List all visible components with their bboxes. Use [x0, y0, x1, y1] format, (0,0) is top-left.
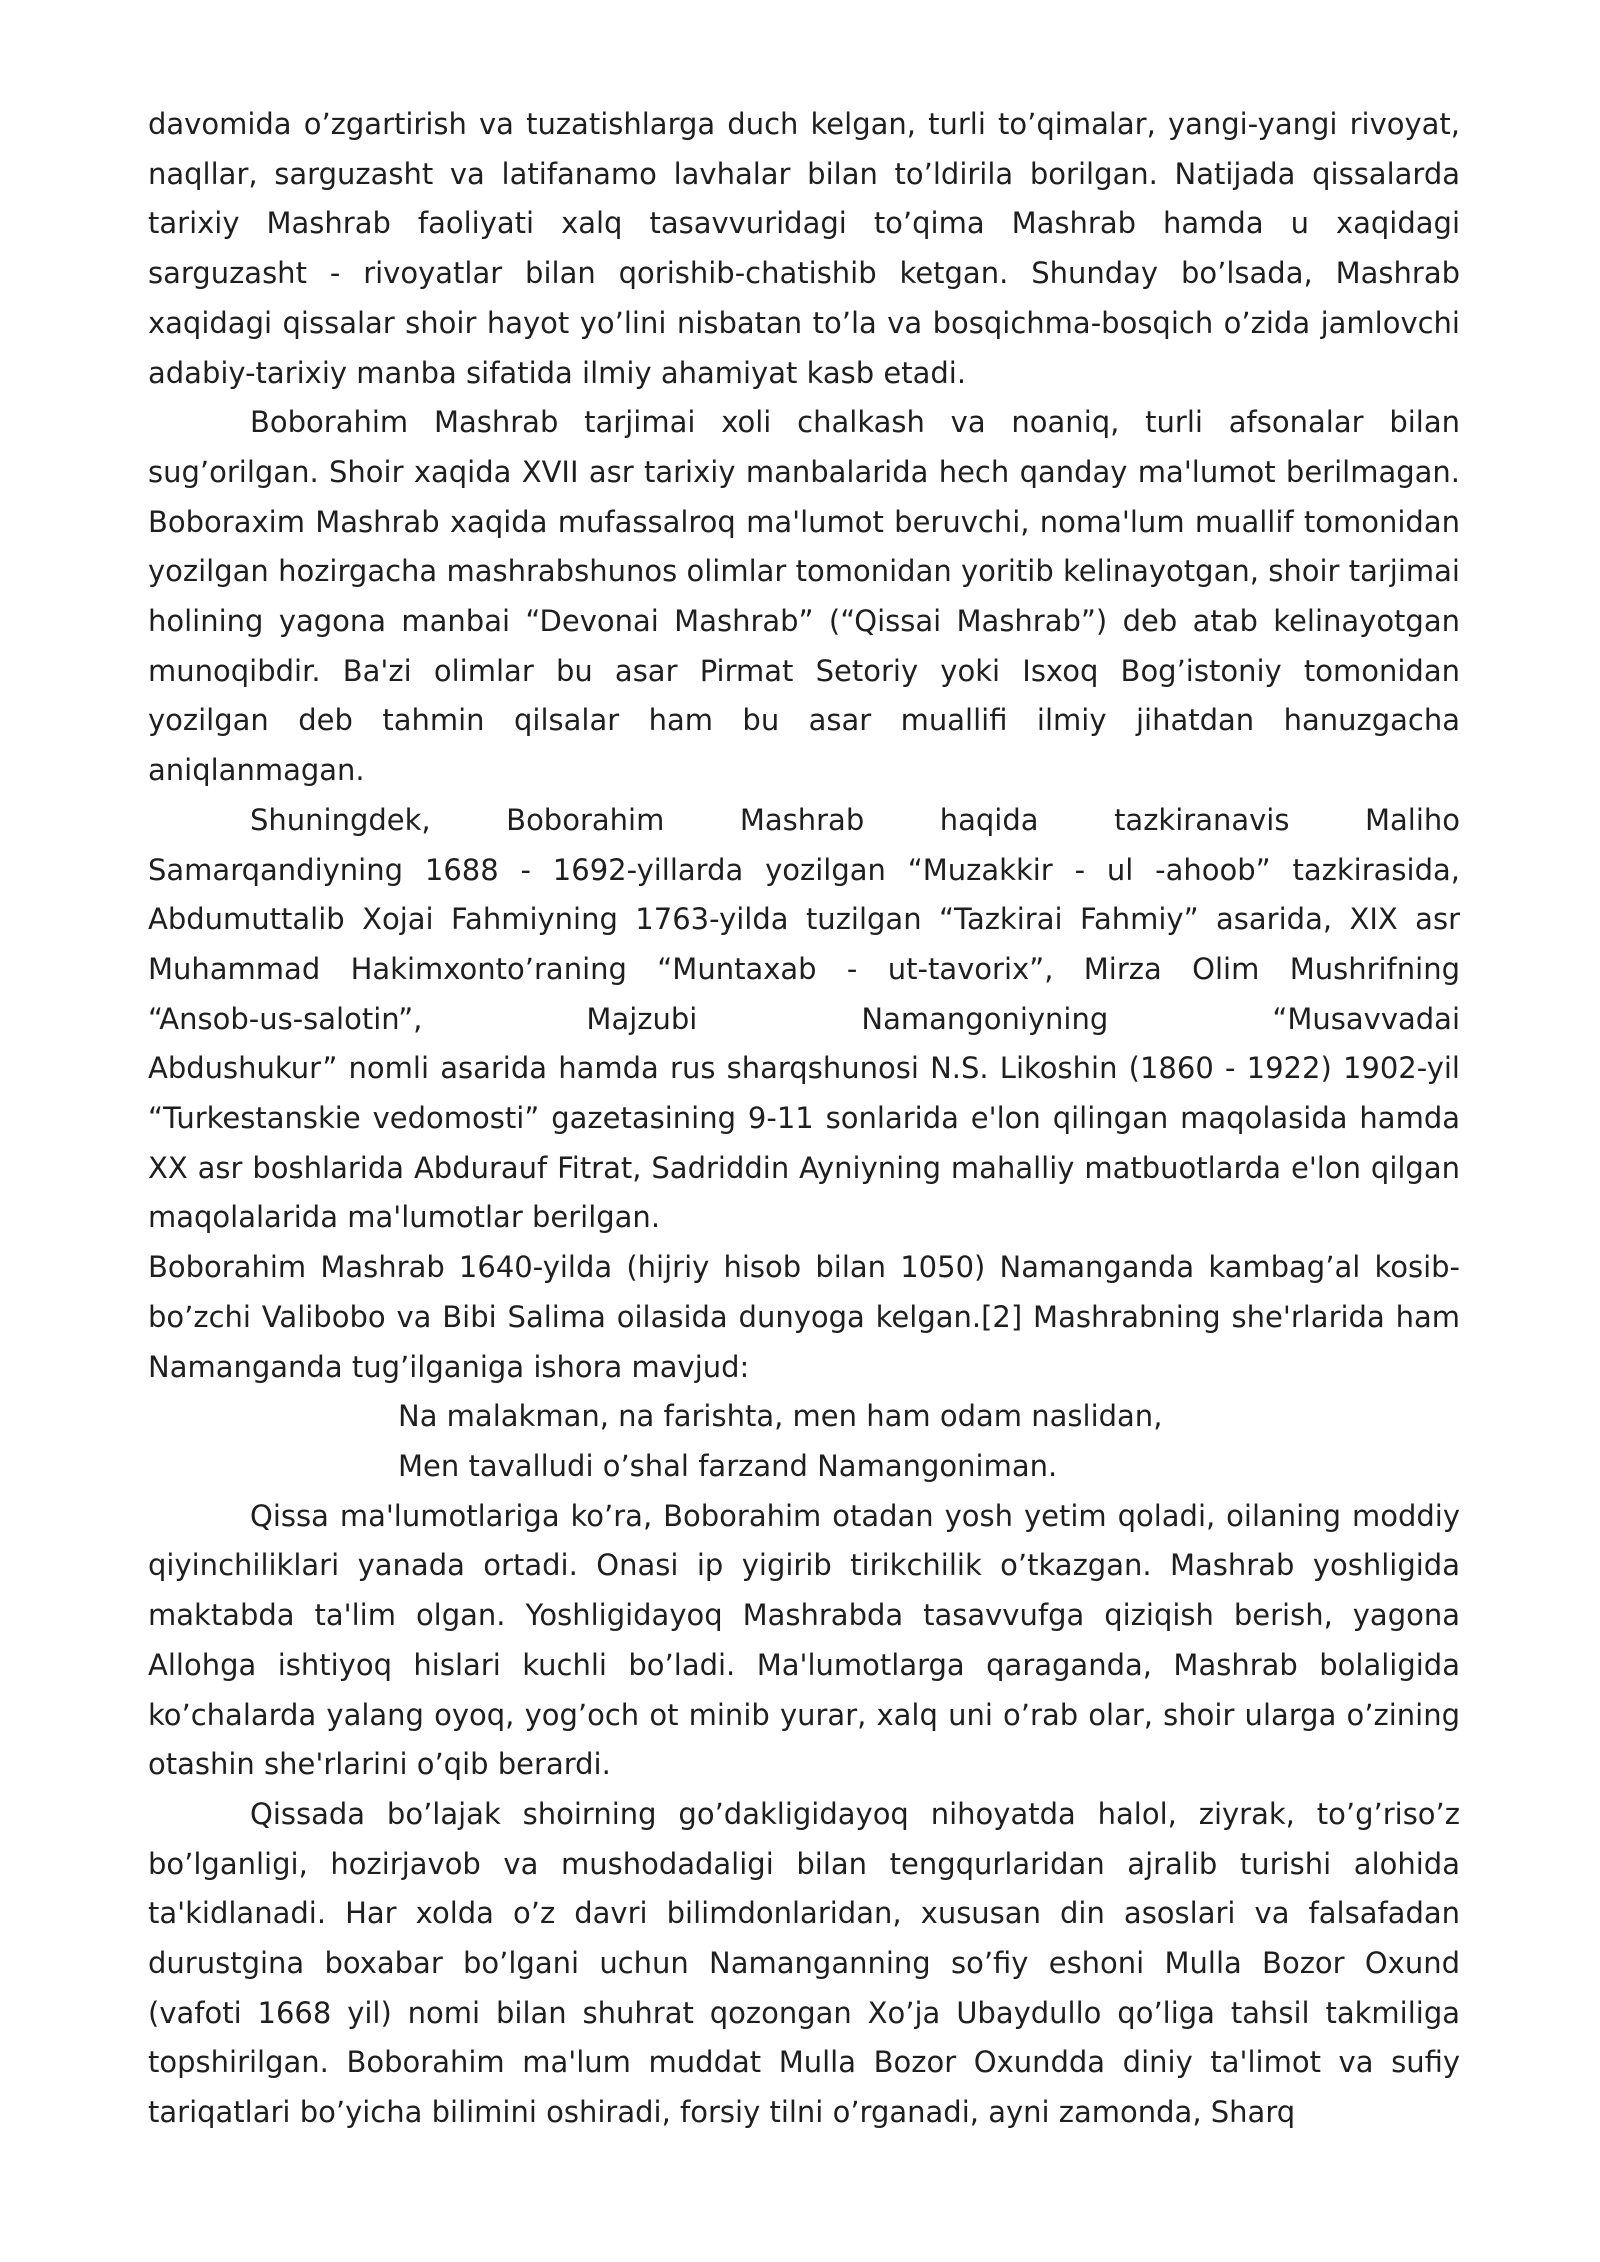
- paragraph-3-rest: Abdushukur” nomli asarida hamda rus sharqshunosi N.S. Likoshin (1860 - 1922) 1902-yil “Turkestanskie vedomosti” gazetasining 9-11 sonlarida e'lon qilingan maqolasida hamda XX asr boshlarida Abdurauf Fitrat, Sadriddin Ayniyning mahalliy matbuotlarda e'lon qilgan maqolalarida ma'lumotlar berilgan.: [148, 1051, 1460, 1235]
- paragraph-2: Boborahim Mashrab tarjimai xoli chalkash va noaniq, turli afsonalar bilan sug’orilgan. Shoir xaqida XVII asr tarixiy manbalarida hech qanday ma'lumot berilmagan. Boboraxim Mashrab xaqida mufassalroq ma'lumot beruvchi, noma'lum muallif tomonidan yozilgan hozirgacha mashrabshunos olimlar tomonidan yoritib kelinayotgan, shoir tarjimai holining yagona manbai “Devonai Mashrab” (“Qissai Mashrab”) deb atab kelinayotgan munoqibdir. Ba'zi olimlar bu asar Pirmat Setoriy yoki Isxoq Bog’istoniy tomonidan yozilgan deb tahmin qilsalar ham bu asar muallifi ilmiy jihatdan hanuzgacha aniqlanmagan.: [148, 405, 1460, 788]
- document-page: [148, 100, 1460, 2138]
- paragraph-3-line-3: “Ansob-us-salotin”, Majzubi Namangoniyning “Musavvadai: [148, 1001, 1460, 1036]
- verse-line-2: Men tavalludi o’shal farzand Namangoniman.: [398, 1448, 1058, 1483]
- paragraph-6: Qissada bo’lajak shoirning go’dakligidayoq nihoyatda halol, ziyrak, to’g’riso’z bo’lganligi, hozirjavob va mushodadaligi bilan tengqurlaridan ajralib turishi alohida ta'kidlanadi. Har xolda o’z davri bilimdonlaridan, xususan din asoslari va falsafadan durustgina boxabar bo’lgani uchun Namanganning so’fiy eshoni Mulla Bozor Oxund (vafoti 1668 yil) nomi bilan shuhrat qozongan Xo’ja Ubaydullo qo’liga tahsil takmiliga topshirilgan. Boborahim ma'lum muddat Mulla Bozor Oxundda diniy ta'limot va sufiy tariqatlari bo’yicha bilimini oshiradi, forsiy tilni o’rganadi, ayni zamonda, Sharq: [148, 1796, 1460, 2130]
- verse-line-1: Na malakman, na farishta, men ham odam naslidan,: [398, 1399, 1163, 1434]
- paragraph-3-line-2: Samarqandiyning 1688 - 1692-yillarda yozilgan “Muzakkir - ul -ahoob” tazkirasida, Abdumuttalib Xojai Fahmiyning 1763-yilda tuzilgan “Tazkirai Fahmiy” asarida, XIX asr Muhammad Hakimxonto’raning “Muntaxab - ut-tavorix”, Mirza Olim Mushrifning: [148, 852, 1460, 986]
- paragraph-4: Boborahim Mashrab 1640-yilda (hijriy hisob bilan 1050) Namanganda kambag’al kosib-bo’zchi Valibobo va Bibi Salima oilasida dunyoga kelgan.[2] Mashrabning she'rlarida ham Namanganda tug’ilganiga ishora mavjud:: [148, 1250, 1460, 1384]
- paragraph-3-line-1: Shuningdek, Boborahim Mashrab haqida tazkiranavis Maliho: [250, 802, 1460, 837]
- paragraph-1: davomida o’zgartirish va tuzatishlarga duch kelgan, turli to’qimalar, yangi-yangi rivoyat, naqllar, sarguzasht va latifanamo lavhalar bilan to’ldirila borilgan. Natijada qissalarda tarixiy Mashrab faoliyati xalq tasavvuridagi to’qima Mashrab hamda u xaqidagi sarguzasht - rivoyatlar bilan qorishib-chatishib ketgan. Shunday bo’lsada, Mashrab xaqidagi qissalar shoir hayot yo’lini nisbatan to’la va bosqichma-bosqich o’zida jamlovchi adabiy-tarixiy manba sifatida ilmiy ahamiyat kasb etadi.: [148, 107, 1460, 390]
- paragraph-5: Qissa ma'lumotlariga ko’ra, Boborahim otadan yosh yetim qoladi, oilaning moddiy qiyinchiliklari yanada ortadi. Onasi ip yigirib tirikchilik o’tkazgan. Mashrab yoshligida maktabda ta'lim olgan. Yoshligidayoq Mashrabda tasavvufga qiziqish berish, yagona Allohga ishtiyoq hislari kuchli bo’ladi. Ma'lumotlarga qaraganda, Mashrab bolaligida ko’chalarda yalang oyoq, yog’och ot minib yurar, xalq uni o’rab olar, shoir ularga o’zining otashin she'rlarini o’qib berardi.: [148, 1498, 1460, 1782]
